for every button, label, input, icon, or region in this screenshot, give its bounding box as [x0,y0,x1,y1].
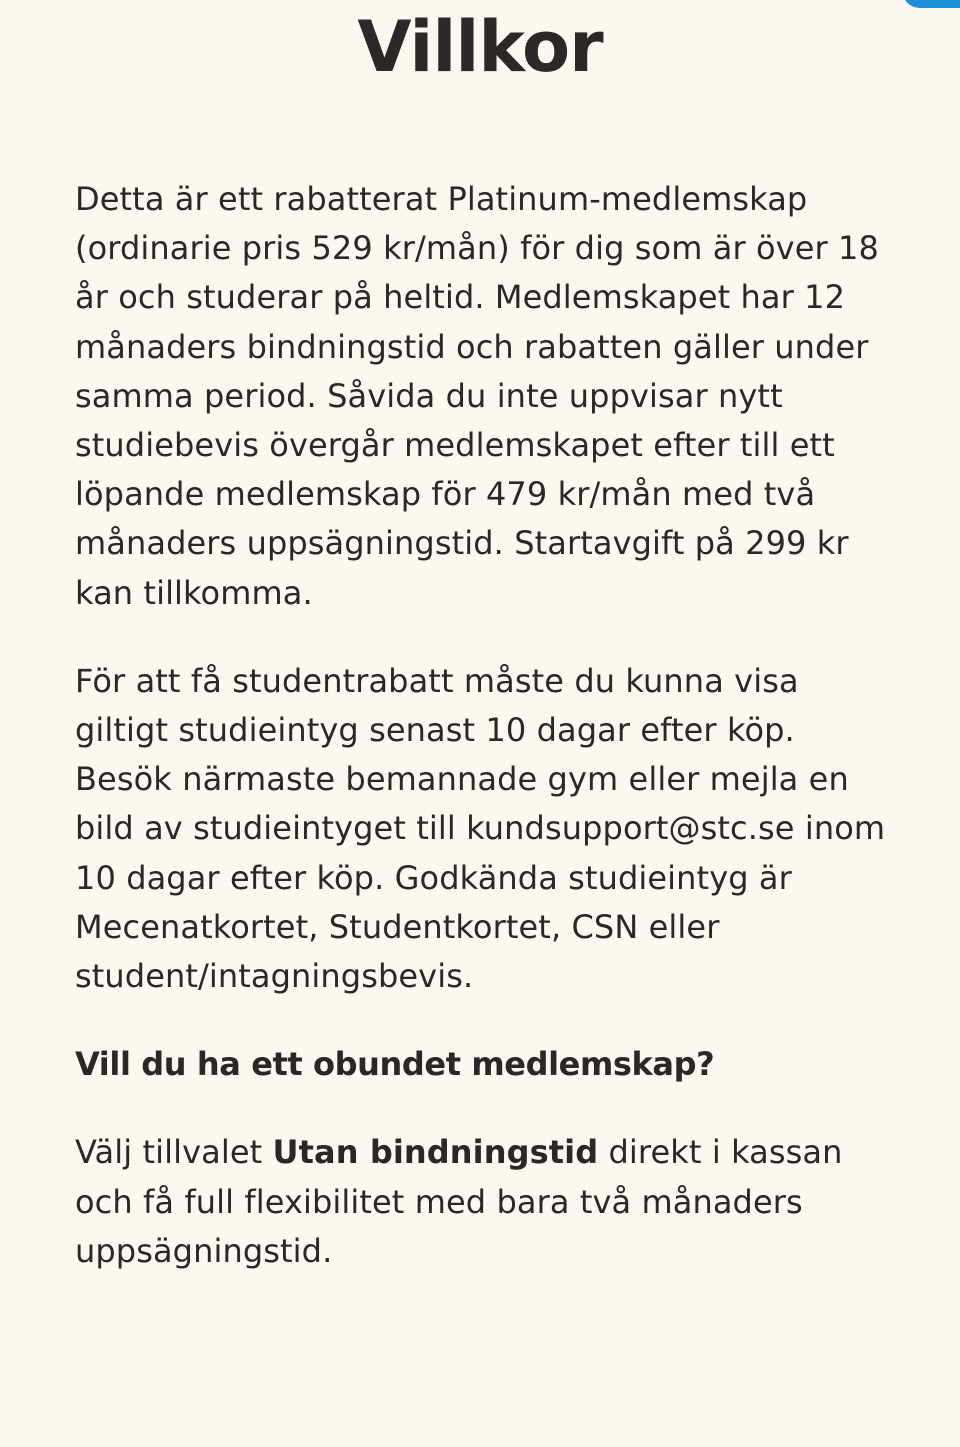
unbound-text-before: Välj tillvalet [75,1133,273,1172]
terms-content [75,175,895,1276]
terms-paragraph-student-proof: För att få studentrabatt måste du kunna visa giltigt studieintyg senast 10 dagar efter köp. Besök närmaste bemannade gym eller mejla en bild av studieintyget till kundsupport@stc.se inom 10 dagar efter köp. Godkända studieintyg är Mecenatkortet, Studentkortet, CSN eller student/intagningsbevis. [75,661,886,996]
terms-paragraph-membership: Detta är ett rabatterat Platinum-medlemskap (ordinarie pris 529 kr/mån) för dig som är över 18 år och studerar på heltid. Medlemskapet har 12 månaders bindningstid och rabatten gäller under samma period. Såvida du inte uppvisar nytt studiebevis övergår medlemskapet efter till ett löpande medlemskap för 479 kr/mån med två månaders uppsägningstid. Startavgift på 299 kr kan tillkomma. [75,180,879,612]
unbound-membership-text [75,1128,895,1276]
page-title: Villkor [357,6,603,88]
unbound-option-name: Utan bindningstid [272,1133,599,1172]
unbound-text-after: direkt i kassan och få full flexibilitet med bara två månaders uppsägningstid. [75,1133,843,1270]
unbound-membership-heading: Vill du ha ett obundet medlemskap? [75,1045,715,1084]
